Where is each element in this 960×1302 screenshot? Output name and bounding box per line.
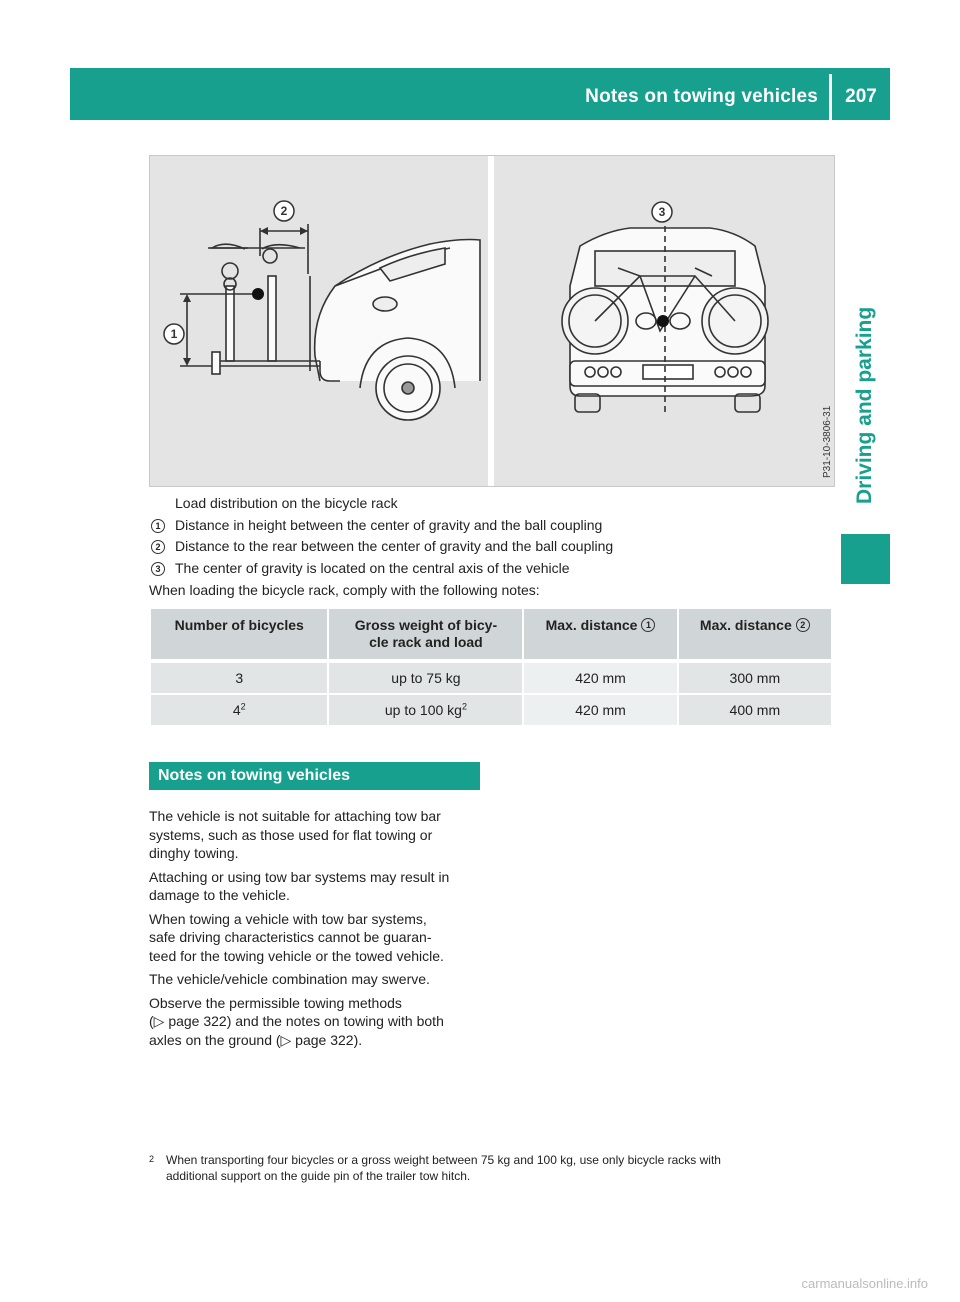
bicycle-rack-figure (149, 155, 835, 487)
header-max-distance-2 (679, 609, 831, 659)
cell-weight-value: up to 75 kg (391, 670, 461, 686)
text-line: systems, such as those used for flat towing or (149, 826, 433, 843)
side-tab-label: Driving and parking (853, 306, 876, 504)
paragraph (149, 910, 484, 966)
caption-marker: 3 (151, 562, 165, 576)
text-line: safe driving characteristics cannot be guaran- (149, 929, 432, 945)
text-line: dinghy towing. (149, 845, 239, 861)
table-intro: When loading the bicycle rack, comply with the following notes: (149, 582, 540, 598)
cell-distance-2: 300 mm (679, 659, 831, 693)
cell-distance-1: 420 mm (524, 693, 676, 725)
figure-marker-3: 3 (658, 205, 666, 219)
header-separator (829, 74, 832, 120)
header-title: Notes on towing vehicles (585, 86, 818, 107)
header-marker-2: 2 (796, 618, 810, 632)
table-row (151, 693, 831, 725)
header-max-distance-1 (524, 609, 676, 659)
table-row (151, 659, 831, 693)
paragraph (149, 994, 484, 1050)
figure-marker-2: 2 (280, 204, 288, 218)
caption-text: Distance to the rear between the center of gravity and the ball coupling (175, 538, 614, 554)
paragraph (149, 868, 484, 905)
text-line: Attaching or using tow bar systems may result in (149, 868, 450, 885)
header-max-distance-2-label: Max. distance (699, 617, 792, 633)
cell-bicycles (151, 659, 327, 693)
cell-weight (329, 693, 522, 725)
table-header-row (151, 609, 831, 659)
cell-bicycles (151, 693, 327, 725)
text-line: Observe the permissible towing methods (149, 994, 402, 1011)
footnote (149, 1152, 839, 1184)
caption-text: Distance in height between the center of gravity and the ball coupling (175, 516, 603, 533)
watermark: carmanualsonline.info (801, 1276, 928, 1291)
side-tab-block (841, 534, 890, 584)
cell-bicycles-value: 4 (232, 702, 241, 718)
page-number: 207 (845, 86, 877, 107)
caption-text: The center of gravity is located on the central axis of the vehicle (175, 559, 570, 576)
header-gross-weight-line2: cle rack and load (369, 634, 483, 650)
cell-weight (329, 659, 522, 693)
header-max-distance-1-label: Max. distance (545, 617, 638, 633)
caption-item (149, 536, 839, 558)
footnote-number: 2 (149, 1154, 155, 1164)
page-reference-line[interactable]: axles on the ground (▷ page 322). (149, 1031, 363, 1048)
bicycle-load-table (149, 609, 833, 725)
text-line: When towing a vehicle with tow bar systems, (149, 910, 427, 927)
bicycle-rack-illustration (150, 156, 834, 486)
footnote-line (149, 1152, 839, 1168)
figure-caption (149, 493, 839, 579)
paragraph (149, 970, 484, 989)
footnote-text: additional support on the guide pin of the trailer tow hitch. (166, 1169, 471, 1183)
cell-weight-value: up to 100 kg (384, 702, 462, 718)
cell-bicycles-value: 3 (235, 670, 244, 686)
text-line: damage to the vehicle. (149, 887, 290, 903)
caption-title: Load distribution on the bicycle rack (175, 495, 398, 511)
footnote-ref: 2 (461, 701, 467, 712)
text-line: The vehicle/vehicle combination may swerve. (149, 971, 430, 987)
footnote-line (149, 1168, 839, 1184)
footnote-ref: 2 (240, 701, 246, 712)
page-reference-line[interactable]: (▷ page 322) and the notes on towing with both (149, 1013, 444, 1029)
figure-marker-1: 1 (170, 327, 178, 341)
header-bar (70, 68, 890, 120)
header-gross-weight (329, 609, 522, 659)
caption-marker: 1 (151, 519, 165, 533)
header-number-of-bicycles: Number of bicycles (151, 609, 327, 659)
figure-code: P31-10-3806-31 (822, 405, 833, 478)
text-line: teed for the towing vehicle or the towed vehicle. (149, 947, 444, 964)
cell-distance-1: 420 mm (524, 659, 676, 693)
section-body (149, 807, 484, 1054)
footnote-text: When transporting four bicycles or a gross weight between 75 kg and 100 kg, use only bicycle racks with (166, 1153, 721, 1167)
header-marker-1: 1 (641, 618, 655, 632)
paragraph (149, 807, 484, 863)
caption-marker: 2 (151, 540, 165, 554)
caption-item (149, 558, 839, 580)
section-title: Notes on towing vehicles (158, 767, 351, 784)
header-gross-weight-line1: Gross weight of bicy- (354, 617, 498, 633)
cell-distance-2: 400 mm (679, 693, 831, 725)
text-line: The vehicle is not suitable for attaching tow bar (149, 808, 441, 824)
caption-item (149, 515, 839, 537)
section-heading-bar (149, 762, 480, 790)
